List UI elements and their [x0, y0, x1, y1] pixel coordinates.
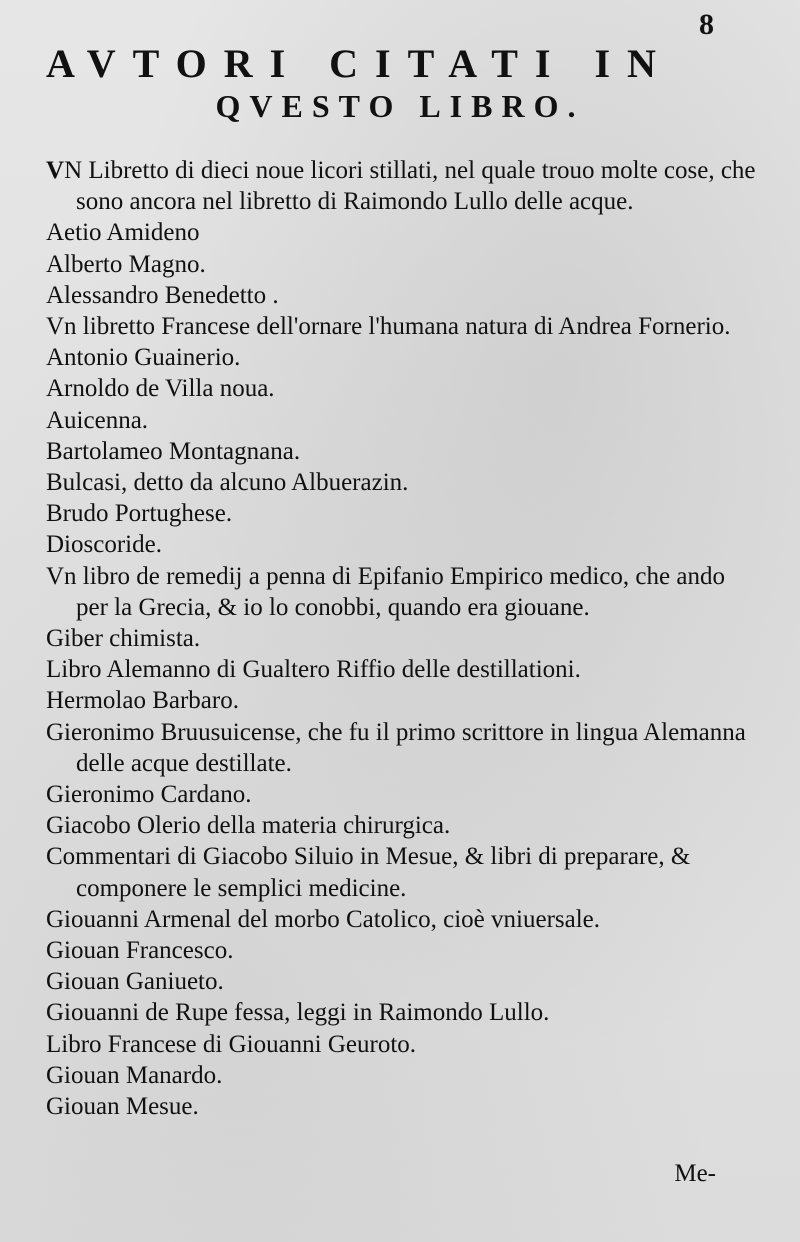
catchword: Me- — [674, 1160, 716, 1187]
list-item: Vn libro de remedij a penna di Epifanio Empirico medico, che ando per la Grecia, & io lo conobbi, quando era giouane. — [46, 562, 725, 621]
list-item: Bulcasi, detto da alcuno Albuerazin. — [46, 469, 409, 497]
author-list — [46, 155, 758, 1122]
list-item: Gieronimo Bruusuicense, che fu il primo scrittore in lingua Alemanna delle acque destillate. — [46, 718, 746, 777]
list-item: Arnoldo de Villa noua. — [46, 375, 275, 403]
list-item: Libro Francese di Giouanni Geuroto. — [46, 1030, 417, 1058]
list-item: Giouan Francesco. — [46, 937, 234, 965]
list-item: Giouanni de Rupe fessa, leggi in Raimondo Lullo. — [46, 999, 550, 1027]
list-item: Vn libretto Francese dell'ornare l'humana natura di Andrea Fornerio. — [46, 313, 731, 341]
list-item: Brudo Portughese. — [46, 500, 233, 528]
list-item: Hermolao Barbaro. — [46, 687, 239, 715]
list-item: Aetio Amideno — [46, 219, 200, 247]
list-item: Gieronimo Cardano. — [46, 781, 252, 809]
page-title-line-1: AVTORI CITATI IN — [46, 41, 673, 86]
list-item: Giouan Ganiueto. — [46, 968, 224, 996]
list-item: Alessandro Benedetto . — [46, 281, 279, 309]
list-item: Giouan Manardo. — [46, 1061, 223, 1089]
list-item: Libro Alemanno di Gualtero Riffio delle destillationi. — [46, 656, 581, 684]
list-item: Antonio Guainerio. — [46, 344, 241, 372]
list-item: Giber chimista. — [46, 625, 201, 653]
list-item: Giacobo Olerio della materia chirurgica. — [46, 812, 451, 840]
list-item: Giouanni Armenal del morbo Catolico, cioè vniuersale. — [46, 905, 601, 933]
list-item: Commentari di Giacobo Siluio in Mesue, & libri di preparare, & componere le semplici medicine. — [46, 843, 691, 902]
list-item: Auicenna. — [46, 406, 149, 434]
list-item: VN Libretto di dieci noue licori stillati, nel quale trouo molte cose, che sono ancora nel libretto di Raimondo Lullo delle acque. — [46, 157, 756, 216]
list-item: Alberto Magno. — [46, 250, 206, 278]
list-item: Bartolameo Montagnana. — [46, 437, 301, 465]
page-title-line-2: QVESTO LIBRO. — [215, 88, 585, 124]
list-item: Dioscoride. — [46, 531, 162, 559]
list-item: Giouan Mesue. — [46, 1093, 199, 1121]
page-number: 8 — [699, 8, 714, 41]
